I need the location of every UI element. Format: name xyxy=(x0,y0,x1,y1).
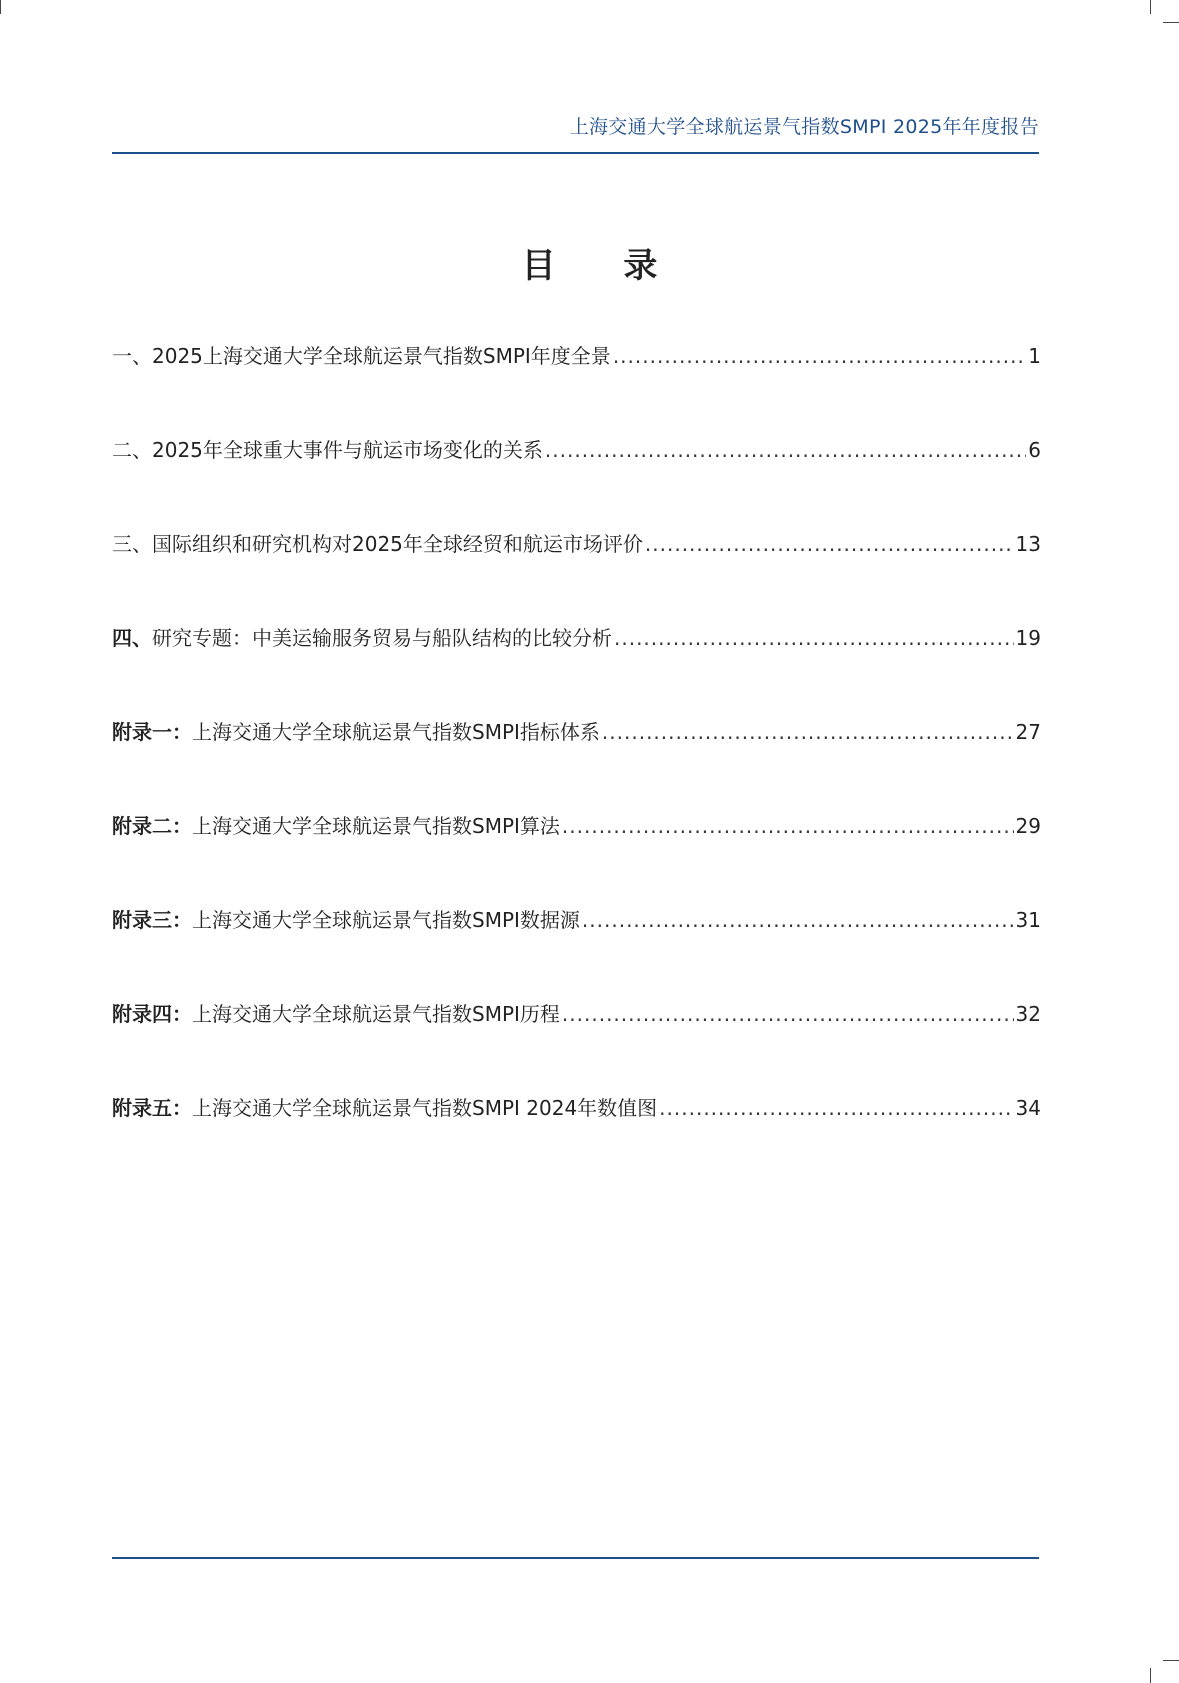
toc-entry-title: 上海交通大学全球航运景气指数SMPI算法 xyxy=(192,814,560,838)
toc-entry[interactable] xyxy=(112,716,1041,810)
toc-dot-leader xyxy=(562,1002,1014,1026)
toc-entry[interactable] xyxy=(112,904,1041,998)
toc-dot-leader xyxy=(582,908,1014,932)
toc-dot-leader xyxy=(659,1096,1013,1120)
toc-entry-page: 6 xyxy=(1028,438,1041,462)
toc-entry-page: 19 xyxy=(1015,626,1041,650)
toc-entry-title: 上海交通大学全球航运景气指数SMPI数据源 xyxy=(192,908,580,932)
toc-entry-prefix: 附录三： xyxy=(112,908,192,932)
toc-heading: 目 录 xyxy=(521,246,686,286)
toc-entry-prefix: 二、 xyxy=(112,438,152,462)
toc-entry-page: 32 xyxy=(1015,1002,1041,1026)
report-header-title: 上海交通大学全球航运景气指数SMPI 2025年年度报告 xyxy=(569,116,1039,138)
toc-entry-title: 研究专题：中美运输服务贸易与船队结构的比较分析 xyxy=(152,626,612,650)
toc-dot-leader xyxy=(645,532,1014,556)
toc-entry[interactable] xyxy=(112,340,1041,434)
toc-entry[interactable] xyxy=(112,622,1041,716)
toc-entry-title: 2025年全球重大事件与航运市场变化的关系 xyxy=(152,438,543,462)
toc-entry-prefix: 附录一： xyxy=(112,720,192,744)
header-divider xyxy=(112,152,1039,154)
toc-entry-title: 上海交通大学全球航运景气指数SMPI 2024年数值图 xyxy=(192,1096,658,1120)
toc-entry-page: 29 xyxy=(1015,814,1041,838)
crop-mark-bottom-right-v xyxy=(1150,1668,1151,1683)
toc-entry[interactable] xyxy=(112,434,1041,528)
toc-entry-prefix: 一、 xyxy=(112,344,152,368)
toc-entry-prefix: 三、 xyxy=(112,532,152,556)
toc-dot-leader xyxy=(602,720,1014,744)
toc-entry-title: 2025上海交通大学全球航运景气指数SMPI年度全景 xyxy=(152,344,611,368)
toc-dot-leader xyxy=(614,626,1014,650)
toc-entry[interactable] xyxy=(112,998,1041,1092)
footer-divider xyxy=(112,1557,1039,1559)
toc-entry-page: 13 xyxy=(1015,532,1041,556)
crop-mark-top-left xyxy=(0,0,1,14)
crop-mark-top-right-h xyxy=(1163,22,1179,23)
toc-entry-prefix: 附录二： xyxy=(112,814,192,838)
toc-dot-leader xyxy=(545,438,1026,462)
toc-entry-prefix: 附录五： xyxy=(112,1096,192,1120)
toc-entry-title: 上海交通大学全球航运景气指数SMPI指标体系 xyxy=(192,720,600,744)
toc-entry[interactable] xyxy=(112,528,1041,622)
toc-entry[interactable] xyxy=(112,810,1041,904)
toc-dot-leader xyxy=(613,344,1026,368)
table-of-contents xyxy=(112,340,1041,1186)
toc-entry-page: 27 xyxy=(1015,720,1041,744)
toc-dot-leader xyxy=(562,814,1014,838)
toc-entry[interactable] xyxy=(112,1092,1041,1186)
toc-entry-page: 34 xyxy=(1015,1096,1041,1120)
toc-entry-page: 31 xyxy=(1015,908,1041,932)
toc-entry-title: 国际组织和研究机构对2025年全球经贸和航运市场评价 xyxy=(152,532,643,556)
crop-mark-bottom-right-h xyxy=(1163,1660,1179,1661)
toc-entry-prefix: 四、 xyxy=(112,626,152,650)
toc-entry-page: 1 xyxy=(1028,344,1041,368)
crop-mark-top-right-v xyxy=(1150,0,1151,14)
toc-entry-title: 上海交通大学全球航运景气指数SMPI历程 xyxy=(192,1002,560,1026)
toc-entry-prefix: 附录四： xyxy=(112,1002,192,1026)
